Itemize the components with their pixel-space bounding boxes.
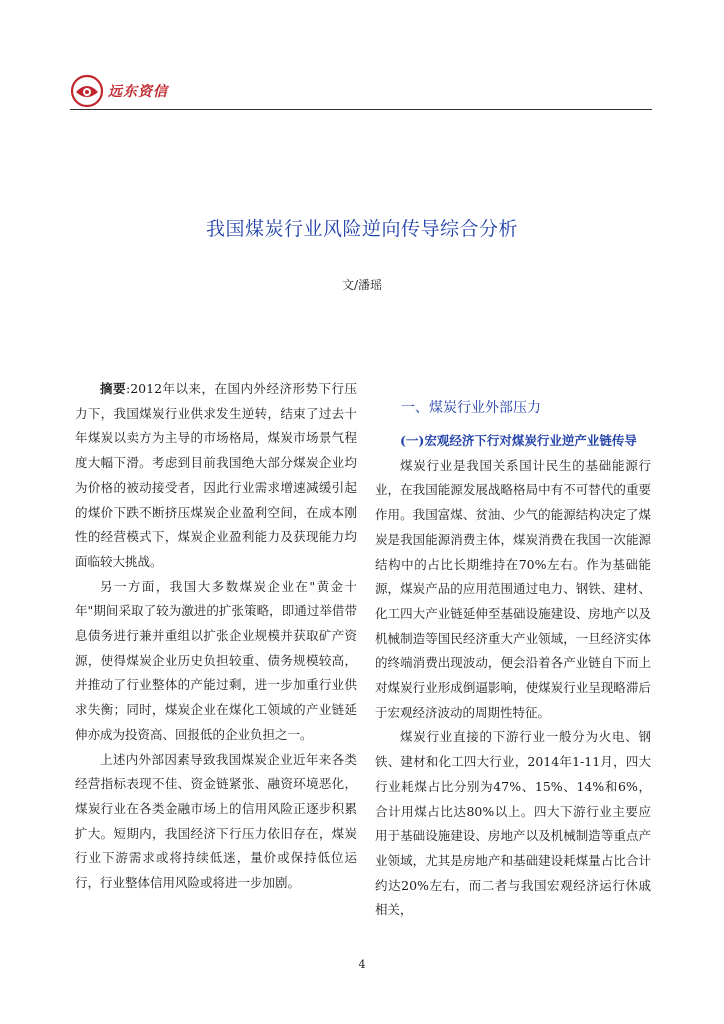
- right-column: [375, 377, 651, 923]
- abstract-label: 摘要: [100, 381, 126, 396]
- body-paragraph: 煤炭行业直接的下游行业一般分为火电、钢铁、建材和化工四大行业，2014年1-11月，四大行业耗煤占比分别为47%、15%、14%和6%，合计用煤占比达80%以上。四大下游行业主要应用于基础设施建设、房地产以及机械制造等重点产业领域，尤其是房地产和基础建设耗煤量占比合计约达20%左右，而二者与我国宏观经济运行休戚相关，: [375, 729, 651, 918]
- logo-text: 远东资信: [108, 84, 168, 100]
- subsection-heading: (一)宏观经济下行对煤炭行业逆产业链传导: [400, 433, 637, 448]
- abstract-paragraph: [75, 377, 357, 575]
- header-divider: [70, 109, 652, 110]
- body-paragraph: 煤炭行业是我国关系国计民生的基础能源行业，在我国能源发展战略格局中有不可替代的重要作用。我国富煤、贫油、少气的能源结构决定了煤炭是我国能源消费主体，煤炭消费在我国一次能源结构中的占比长期维持在70%左右。作为基础能源，煤炭产品的应用范围通过电力、钢铁、建材、化工四大产业链延伸至基础设施建设、房地产以及机械制造等国民经济重大产业领域，一旦经济实体的终端消费出现波动，便会沿着各产业链自下而上对煤炭行业形成倒逼影响，使煤炭行业呈现略滞后于宏观经济波动的周期性特征。: [375, 457, 651, 720]
- logo-emblem-icon: [70, 74, 104, 108]
- abstract-text: :2012年以来，在国内外经济形势下行压力下，我国煤炭行业供求发生逆转，结束了过去十年煤炭以卖方为主导的市场格局，煤炭市场景气程度大幅下滑。考虑到目前我国绝大部分煤炭企业均为价格的被动接受者，因此行业需求增速减缓引起的煤价下跌不断挤压煤炭企业盈利空间，在成本刚性的经营模式下，煤炭企业盈利能力及获现能力均面临较大挑战。: [75, 381, 357, 569]
- section-heading: 一、煤炭行业外部压力: [401, 400, 541, 416]
- page-number: 4: [358, 958, 366, 971]
- header-logo: [70, 72, 174, 110]
- article-author: 文/潘瑶: [341, 278, 383, 292]
- article-title: 我国煤炭行业风险逆向传导综合分析: [205, 218, 518, 240]
- left-column: [75, 377, 357, 896]
- body-paragraph: 上述内外部因素导致我国煤炭企业近年来各类经营指标表现不佳、资金链紧张、融资环境恶化，煤炭行业在各类金融市场上的信用风险正逐步积累扩大。短期内，我国经济下行压力依旧存在，煤炭行业下游需求或将持续低迷，量价或保持低位运行，行业整体信用风险或将进一步加剧。: [75, 751, 357, 891]
- body-paragraph: 另一方面，我国大多数煤炭企业在"黄金十年"期间采取了较为激进的扩张策略，即通过举借带息债务进行兼并重组以扩张企业规模并获取矿产资源，使得煤炭企业历史负担较重、债务规模较高，并推动了行业整体的产能过剩，进一步加重行业供求失衡；同时，煤炭企业在煤化工领域的产业链延伸亦成为投资高、回报低的企业负担之一。: [75, 578, 357, 742]
